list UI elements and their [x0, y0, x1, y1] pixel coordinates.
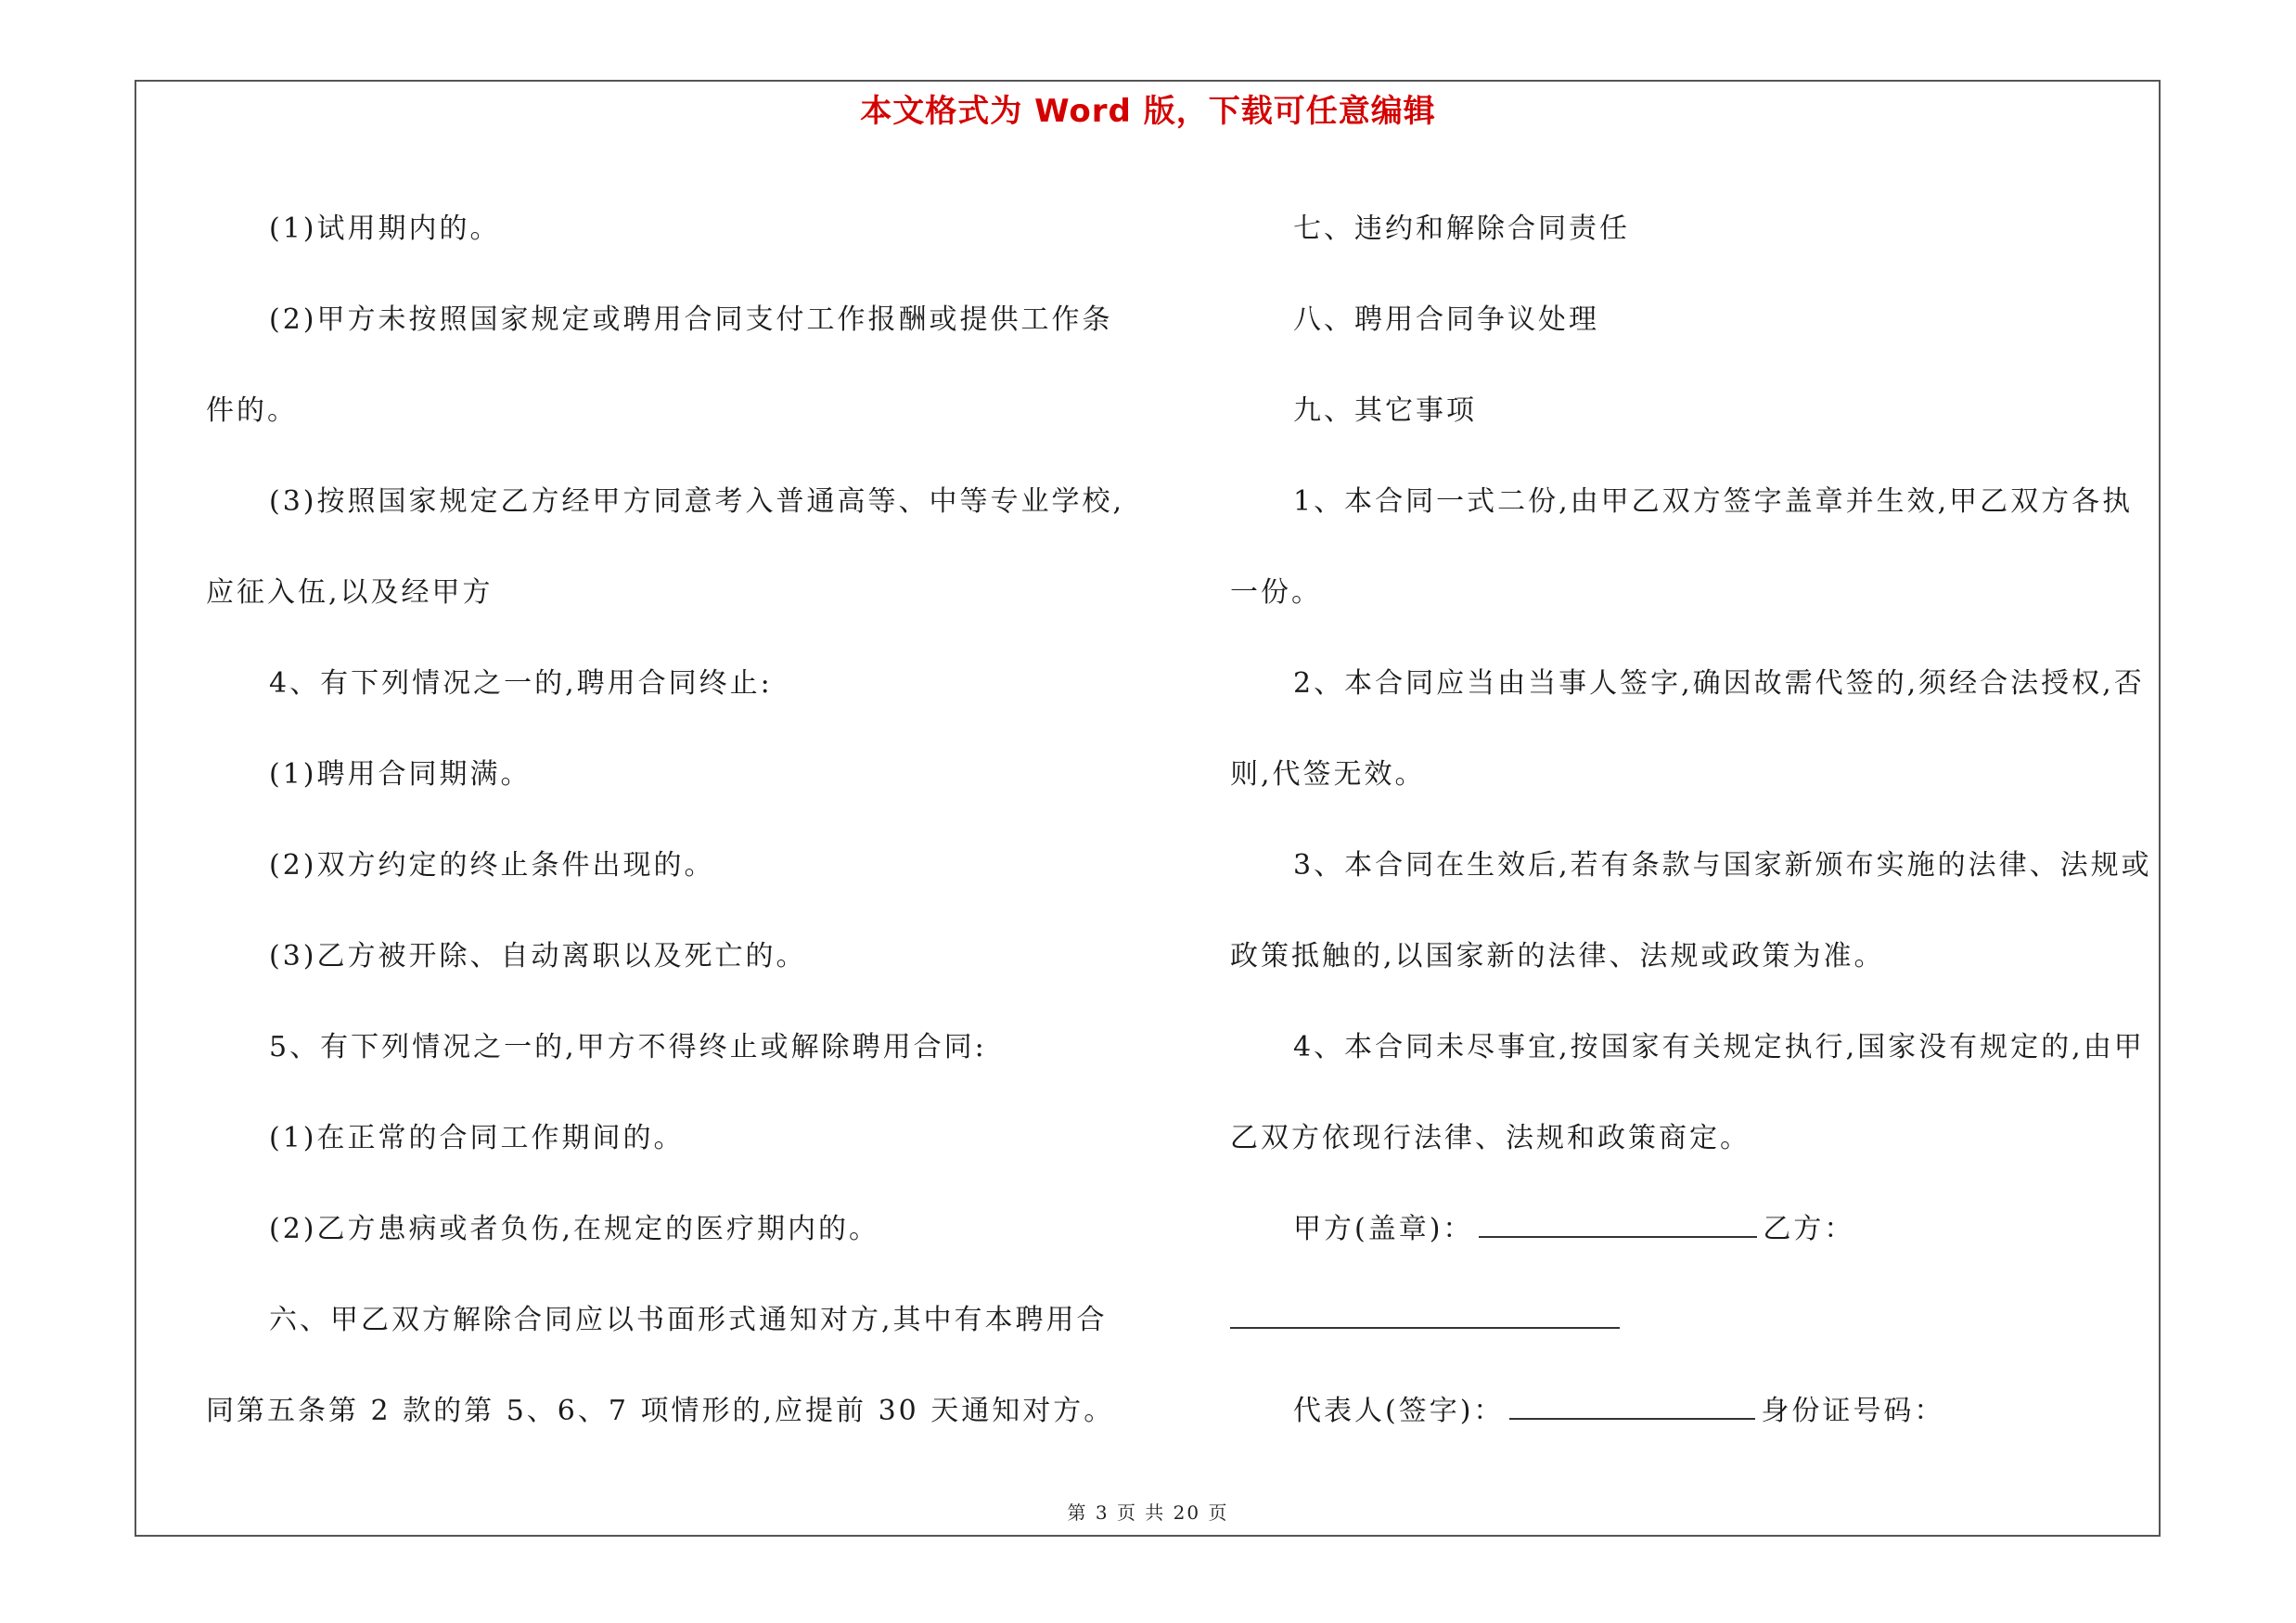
paragraph: (2)双方约定的终止条件出现的。 [269, 849, 715, 882]
paragraph: 4、本合同未尽事宜,按国家有关规定执行,国家没有规定的,由甲 [1293, 1031, 2145, 1063]
party-a-signature-blank [1479, 1216, 1757, 1238]
paragraph-continuation: 则,代签无效。 [1230, 758, 1426, 791]
paragraph: 六、甲乙双方解除合同应以书面形式通知对方,其中有本聘用合 [269, 1304, 1108, 1336]
section-heading: 七、违约和解除合同责任 [1293, 213, 1630, 245]
paragraph-continuation: 政策抵触的,以国家新的法律、法规或政策为准。 [1230, 940, 1885, 973]
signature-line-parties [1230, 1184, 2153, 1275]
party-a-seal-label: 甲方(盖章)： [1293, 1213, 1474, 1245]
paragraph: 4、有下列情况之一的,聘用合同终止: [269, 667, 773, 700]
paragraph: (1)在正常的合同工作期间的。 [269, 1122, 685, 1154]
paragraph: (2)甲方未按照国家规定或聘用合同支付工作报酬或提供工作条 [269, 303, 1113, 336]
paragraph: (3)乙方被开除、自动离职以及死亡的。 [269, 940, 807, 973]
page-number-footer: 第 3 页 共 20 页 [1067, 1501, 1229, 1524]
section-heading: 八、聘用合同争议处理 [1293, 303, 1599, 336]
paragraph: (3)按照国家规定乙方经甲方同意考入普通高等、中等专业学校, [269, 485, 1125, 518]
signature-line-representative [1230, 1366, 2153, 1457]
paragraph: (1)聘用合同期满。 [269, 758, 532, 791]
paragraph: 3、本合同在生效后,若有条款与国家新颁布实施的法律、法规或 [1293, 849, 2152, 882]
id-number-label: 身份证号码： [1761, 1395, 1945, 1427]
right-column [1230, 184, 2153, 1457]
paragraph-continuation: 件的。 [206, 394, 298, 427]
representative-signature-blank [1509, 1398, 1755, 1420]
format-notice-banner: 本文格式为 Word 版，下载可任意编辑 [860, 93, 1436, 130]
paragraph-continuation: 应征入伍,以及经甲方 [206, 576, 494, 609]
paragraph-continuation: 一份。 [1230, 576, 1322, 609]
paragraph-continuation: 同第五条第 2 款的第 5、6、7 项情形的,应提前 30 天通知对方。 [206, 1395, 1115, 1427]
paragraph-continuation: 乙双方依现行法律、法规和政策商定。 [1230, 1122, 1751, 1154]
section-heading: 九、其它事项 [1293, 394, 1477, 427]
paragraph: (1)试用期内的。 [269, 213, 501, 245]
signature-line-party-b [1230, 1275, 2153, 1366]
paragraph: 2、本合同应当由当事人签字,确因故需代签的,须经合法授权,否 [1293, 667, 2145, 700]
party-b-signature-blank [1230, 1307, 1620, 1329]
representative-label: 代表人(签字)： [1293, 1395, 1505, 1427]
paragraph: (2)乙方患病或者负伤,在规定的医疗期内的。 [269, 1213, 880, 1245]
party-b-label: 乙方： [1763, 1213, 1855, 1245]
left-column [206, 184, 1145, 1457]
paragraph: 5、有下列情况之一的,甲方不得终止或解除聘用合同: [269, 1031, 987, 1063]
paragraph: 1、本合同一式二份,由甲乙双方签字盖章并生效,甲乙双方各执 [1293, 485, 2134, 518]
